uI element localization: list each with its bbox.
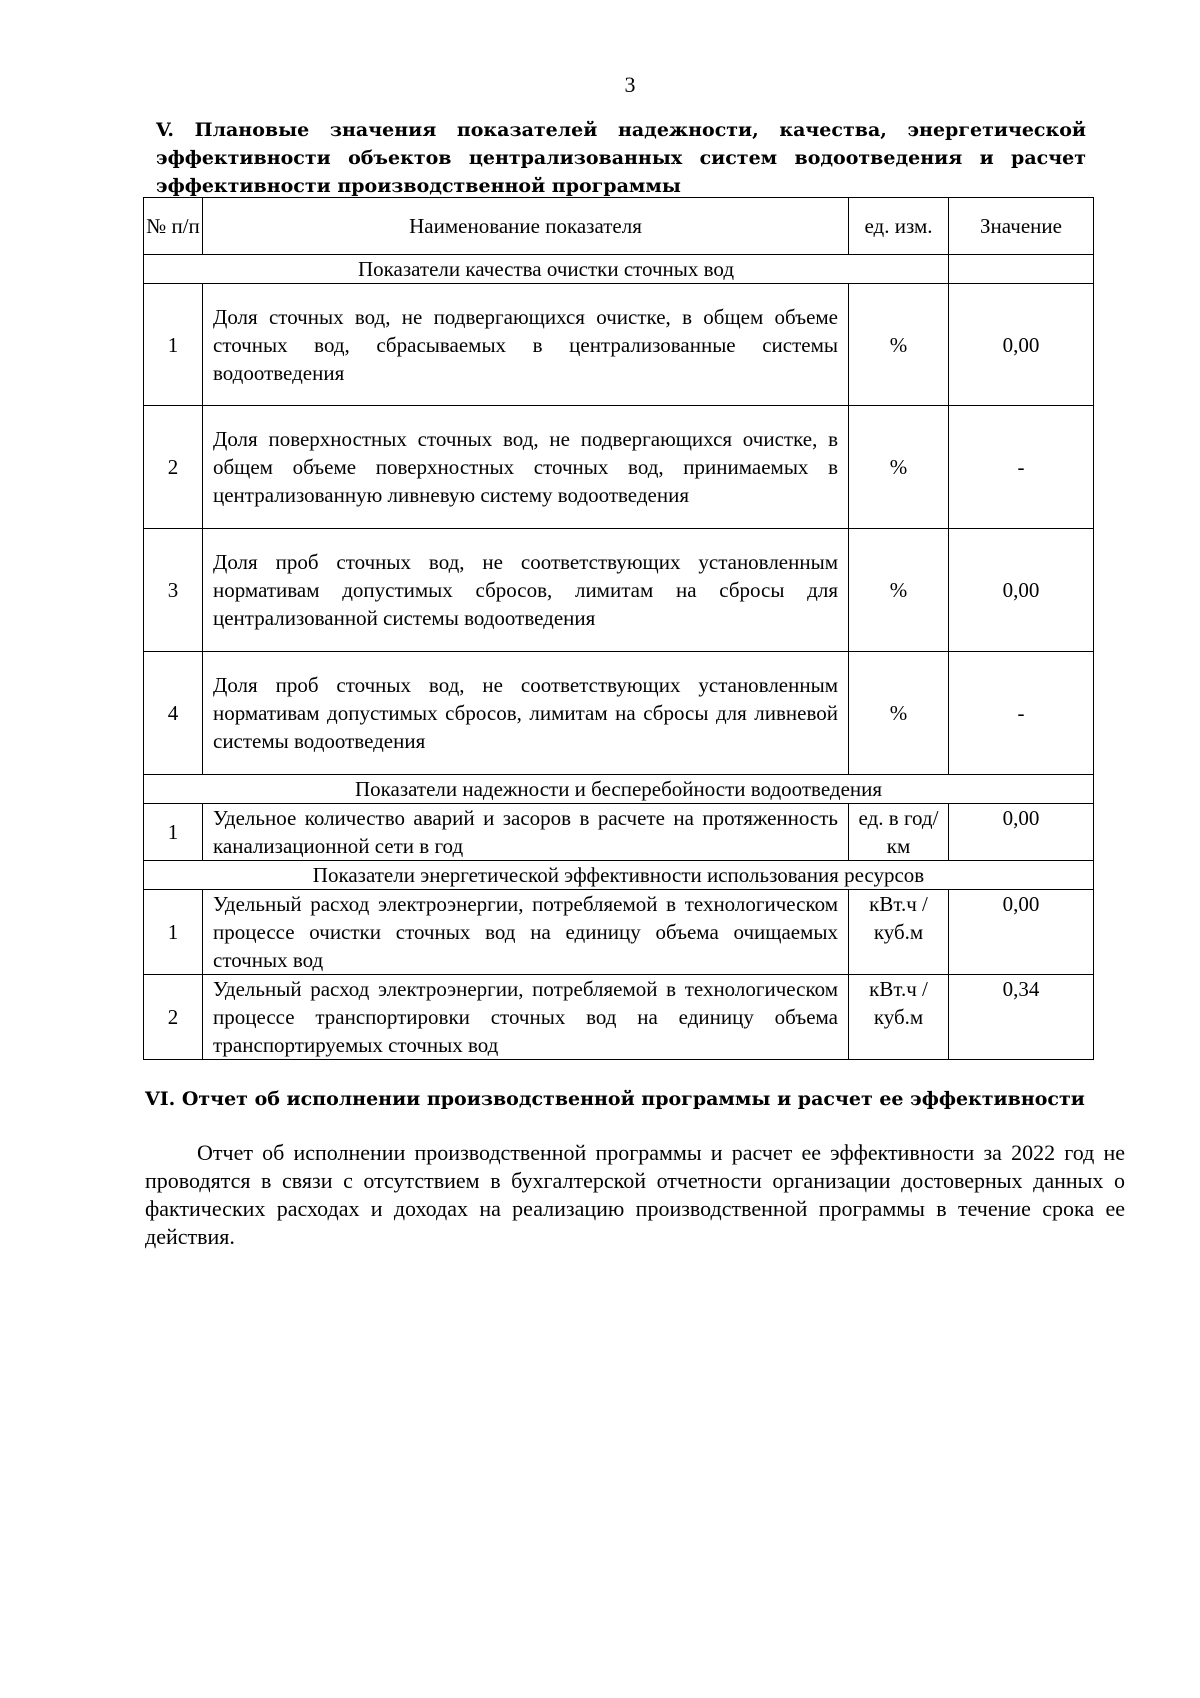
row-unit: кВт.ч / куб.м — [849, 890, 949, 975]
row-unit: % — [849, 652, 949, 775]
row-num: 1 — [144, 284, 203, 406]
row-value: 0,00 — [949, 804, 1094, 861]
table-row — [144, 284, 1094, 406]
table-row — [144, 975, 1094, 1060]
row-name — [203, 284, 849, 406]
page-number: 3 — [624, 72, 636, 97]
row-unit: % — [849, 284, 949, 406]
table-row — [144, 529, 1094, 652]
row-unit: кВт.ч / куб.м — [849, 975, 949, 1060]
header-num: № п/п — [144, 198, 203, 255]
header-value: Значение — [949, 198, 1094, 255]
row-name — [203, 804, 849, 861]
row-name — [203, 406, 849, 529]
group-title: Показатели энергетической эффективности использования ресурсов — [144, 861, 1094, 890]
row-value: 0,00 — [949, 529, 1094, 652]
row-name-text: Доля проб сточных вод, не соответствующих установленным нормативам допустимых сбросов, лимитам на сбросы для централизованной системы водоотведения — [213, 550, 838, 630]
row-num: 4 — [144, 652, 203, 775]
section-v-title — [156, 116, 1086, 200]
section-vi-title: VI. Отчет об исполнении производственной программы и расчет ее эффективности — [145, 1088, 1085, 1110]
section-v-title-line: эффективности объектов централизованных систем водоотведения и расчет — [156, 147, 1086, 169]
row-name — [203, 890, 849, 975]
table-row — [144, 804, 1094, 861]
row-value: 0,00 — [949, 890, 1094, 975]
row-value: 0,34 — [949, 975, 1094, 1060]
section-v-title-line: V. Плановые значения показателей надежности, качества, энергетической — [156, 119, 1086, 141]
row-num: 1 — [144, 890, 203, 975]
row-num: 1 — [144, 804, 203, 861]
group-row — [144, 255, 1094, 284]
section-v-title-line: эффективности производственной программы — [156, 175, 681, 197]
indicators-table — [143, 197, 1094, 1060]
row-name-text: Удельный расход электроэнергии, потребляемой в технологическом процессе очистки сточных вод на единицу объема очищаемых сточных вод — [213, 892, 838, 972]
row-unit: ед. в год/ км — [849, 804, 949, 861]
header-unit: ед. изм. — [849, 198, 949, 255]
row-num: 2 — [144, 975, 203, 1060]
table-header-row — [144, 198, 1094, 255]
table-row — [144, 890, 1094, 975]
row-value: - — [949, 652, 1094, 775]
row-name-text: Доля проб сточных вод, не соответствующих установленным нормативам допустимых сбросов, лимитам на сбросы для ливневой системы водоотведения — [213, 673, 838, 753]
section-vi-body-text: Отчет об исполнении производственной программы и расчет ее эффективности за 2022 год не проводятся в связи с отсутствием в бухгалтерской отчетности организации достоверных данных о фактических расходах и доходах на реализацию производственной программы в течение срока ее действия. — [145, 1140, 1125, 1249]
row-name-text: Удельное количество аварий и засоров в расчете на протяженность канализационной сети в год — [213, 806, 838, 858]
section-vi-body — [145, 1139, 1125, 1251]
row-name-text: Удельный расход электроэнергии, потребляемой в технологическом процессе транспортировки сточных вод на единицу объема транспортируемых сточных вод — [213, 977, 838, 1057]
row-name — [203, 529, 849, 652]
row-num: 2 — [144, 406, 203, 529]
row-name-text: Доля поверхностных сточных вод, не подвергающихся очистке, в общем объеме поверхностных сточных вод, принимаемых в централизованную ливневую систему водоотведения — [213, 427, 838, 507]
row-unit: % — [849, 406, 949, 529]
group-title: Показатели надежности и бесперебойности водоотведения — [144, 775, 1094, 804]
table-row — [144, 652, 1094, 775]
header-name: Наименование показателя — [203, 198, 849, 255]
row-unit: % — [849, 529, 949, 652]
row-value: - — [949, 406, 1094, 529]
group-empty-cell — [949, 255, 1094, 284]
group-row — [144, 775, 1094, 804]
row-value: 0,00 — [949, 284, 1094, 406]
row-name — [203, 975, 849, 1060]
table-row — [144, 406, 1094, 529]
row-name-text: Доля сточных вод, не подвергающихся очистке, в общем объеме сточных вод, сбрасываемых в централизованные системы водоотведения — [213, 304, 838, 385]
group-row — [144, 861, 1094, 890]
group-title: Показатели качества очистки сточных вод — [144, 255, 949, 284]
row-name — [203, 652, 849, 775]
row-num: 3 — [144, 529, 203, 652]
